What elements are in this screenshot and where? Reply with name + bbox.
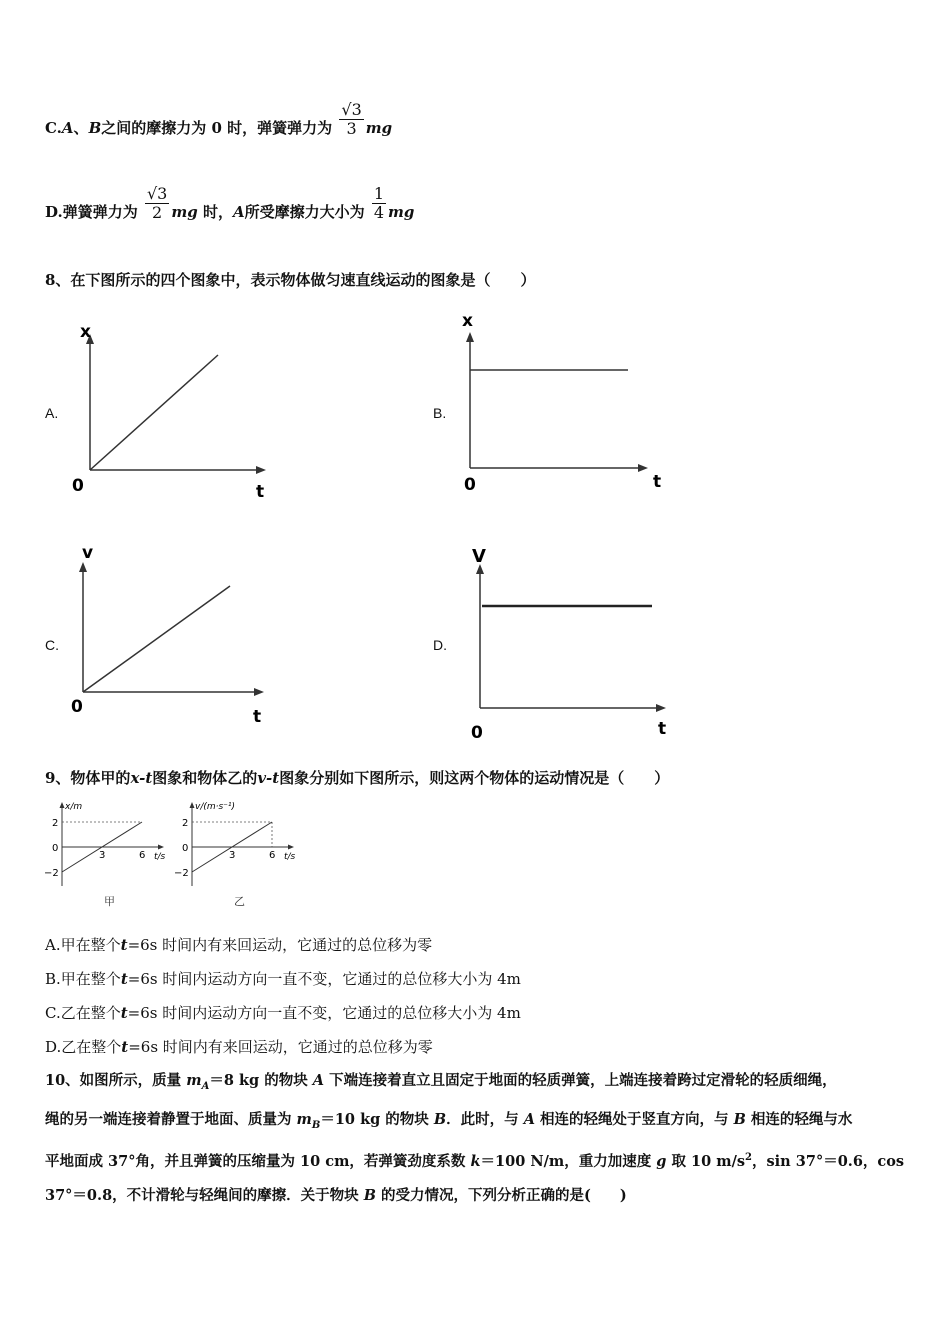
origin-label: 0	[71, 697, 83, 717]
q10-text: 的受力情况，下列分析正确的是( )	[375, 1187, 627, 1204]
var-b: B	[433, 1111, 447, 1128]
q10-text: ＝8 kg 的物块	[209, 1072, 313, 1089]
var-b: B	[733, 1111, 746, 1128]
y-tick-label: −2	[174, 868, 189, 879]
x-axis-arrow	[158, 845, 164, 850]
fraction-1-over-4	[372, 185, 386, 222]
option-d-text-3: 所受摩擦力大小为	[244, 203, 365, 221]
q10-line-4	[45, 1186, 627, 1206]
x-axis-label: t	[653, 472, 662, 492]
x-axis-label: t/s	[284, 852, 296, 862]
origin-label: 0	[471, 723, 483, 743]
q9-chart-yi	[172, 798, 307, 913]
sub-b: B	[311, 1119, 321, 1131]
y-axis-label: v/(m·s⁻¹)	[195, 802, 236, 812]
opt-var-t: t	[120, 970, 128, 988]
opt-text-2: =6s 时间内运动方向一直不变，它通过的总位移大小为 4m	[127, 1004, 521, 1022]
x-tick-label: 6	[139, 850, 146, 861]
opt-text-1: 乙在整个	[61, 1038, 122, 1056]
q9-chart-jia	[42, 798, 177, 913]
opt-prefix: B.	[45, 970, 61, 988]
q9-option-b	[45, 969, 521, 989]
chart-caption: 甲	[104, 895, 115, 908]
unit-mg: mg	[388, 203, 415, 221]
frac-den: 3	[346, 118, 357, 138]
q10-line-1	[45, 1071, 837, 1097]
opt-var-t: t	[120, 936, 128, 954]
var-b: B	[363, 1187, 376, 1204]
sep: 、	[73, 119, 89, 137]
opt-text-2: =6s 时间内有来回运动，它通过的总位移为零	[128, 1038, 433, 1056]
opt-var-t: t	[120, 1004, 128, 1022]
opt-text-2: =6s 时间内运动方向一直不变，它通过的总位移大小为 4m	[127, 970, 521, 988]
y-axis-label: v	[82, 543, 94, 563]
y-axis-label: x	[80, 322, 91, 342]
q8-graph-b-label: B.	[433, 405, 447, 421]
x-tick-label: 6	[269, 850, 276, 861]
q10-line-2	[45, 1110, 852, 1136]
y-tick-label: 0	[182, 843, 189, 854]
y-axis-label: x/m	[65, 802, 83, 812]
opt-text-1: 甲在整个	[60, 970, 121, 988]
frac-den: 4	[373, 202, 385, 222]
q7-option-d	[45, 183, 415, 222]
q8-graph-c	[60, 540, 290, 730]
q8-graph-a-label: A.	[45, 405, 59, 421]
x-axis-label: t	[253, 707, 262, 727]
q10-text: ＝100 N/m，重力加速度	[480, 1152, 657, 1170]
q10-text: ，sin 37°＝0.6，cos	[752, 1152, 905, 1170]
q8-graph-d	[450, 540, 690, 745]
sup-2: 2	[745, 1152, 753, 1163]
option-c-prefix: C.	[45, 119, 62, 137]
origin-label: 0	[72, 476, 84, 496]
x-axis-label: t/s	[154, 852, 166, 862]
sub-a: A	[201, 1080, 210, 1092]
q9-stem	[45, 768, 669, 788]
var-a: A	[232, 203, 245, 221]
q7-option-c	[45, 99, 393, 138]
q10-text: ＝10 kg 的物块	[320, 1111, 434, 1128]
q9-stem-2: 图象和物体乙的	[152, 769, 258, 787]
q8-graph-d-label: D.	[433, 637, 447, 653]
q9-stem-xt: x-t	[130, 769, 153, 787]
unit-mg: mg	[171, 203, 198, 221]
frac-num: 3	[351, 99, 362, 119]
q10-text: 相连的轻绳处于竖直方向，与	[534, 1111, 734, 1128]
chart-caption: 乙	[234, 895, 245, 908]
var-b: B	[88, 119, 102, 137]
opt-var-t: t	[121, 1038, 129, 1056]
x-axis-arrow	[288, 845, 294, 850]
x-tick-label: 3	[99, 850, 106, 861]
q10-text: 下端连接着直立且固定于地面的轻质弹簧，上端连接着跨过定滑轮的轻质细绳，	[324, 1072, 837, 1089]
frac-num: 3	[157, 183, 168, 203]
var-a: A	[523, 1111, 535, 1128]
q8-stem: 8、在下图所示的四个图象中，表示物体做匀速直线运动的图象是（ ）	[45, 271, 536, 289]
x-axis-label: t	[256, 482, 265, 502]
y-tick-label: 0	[52, 843, 59, 854]
var-m: m	[296, 1111, 312, 1128]
option-c-text: 之间的摩擦力为 0 时，弹簧弹力为	[101, 119, 333, 137]
q10-text: 10、如图所示，质量	[45, 1072, 187, 1089]
y-axis-label: V	[472, 546, 486, 567]
x-tick-label: 3	[229, 850, 236, 861]
q9-stem-1: 9、物体甲的	[45, 769, 131, 787]
q10-text: ．此时，与	[446, 1111, 524, 1128]
opt-prefix: C.	[45, 1004, 61, 1022]
option-d-text-2: 时，	[202, 203, 233, 221]
opt-text-1: 乙在整个	[60, 1004, 121, 1022]
q9-option-d	[45, 1037, 433, 1057]
opt-prefix: D.	[45, 1038, 62, 1056]
var-a: A	[61, 119, 74, 137]
y-tick-label: −2	[44, 868, 59, 879]
var-a: A	[312, 1072, 325, 1089]
frac-den: 2	[152, 202, 163, 222]
q10-text: 绳的另一端连接着静置于地面、质量为	[45, 1111, 297, 1128]
y-tick-label: 2	[182, 818, 189, 829]
option-d-text-1: 弹簧弹力为	[62, 203, 138, 221]
q10-text: 平地面成 37°角，并且弹簧的压缩量为 10 cm，若弹簧劲度系数	[45, 1152, 471, 1170]
var-g: g	[656, 1152, 667, 1170]
opt-text-1: 甲在整个	[60, 936, 121, 954]
var-k: k	[470, 1152, 481, 1170]
x-axis-label: t	[658, 719, 667, 739]
frac-num: 1	[373, 183, 385, 203]
unit-mg: mg	[365, 119, 393, 137]
q9-stem-vt: v-t	[257, 769, 280, 787]
y-axis-arrow	[60, 802, 65, 808]
y-tick-label: 2	[52, 818, 59, 829]
y-axis-arrow	[190, 802, 195, 808]
origin-label: 0	[464, 475, 476, 495]
y-axis-label: x	[462, 311, 473, 331]
q9-option-a	[45, 935, 432, 955]
q9-option-c	[45, 1003, 521, 1023]
opt-prefix: A.	[45, 936, 61, 954]
q10-text: 取 10 m/s	[666, 1152, 746, 1170]
q9-stem-3: 图象分别如下图所示，则这两个物体的运动情况是（ ）	[279, 769, 670, 787]
fraction-sqrt3-over-3: $\frac{√3}{3}$	[341, 99, 362, 138]
q10-text: 37°＝0.8，不计滑轮与轻绳间的摩擦．关于物块	[45, 1187, 364, 1204]
q10-text: 相连的轻绳与水	[745, 1111, 853, 1128]
opt-text-2: =6s 时间内有来回运动，它通过的总位移为零	[127, 936, 433, 954]
var-m: m	[186, 1072, 202, 1089]
q8-graph-a	[60, 315, 290, 505]
q8-graph-c-label: C.	[45, 637, 59, 653]
q8-graph-b	[440, 310, 680, 500]
fraction-sqrt3-over-2: $\frac{√3}{2}$	[146, 183, 168, 222]
option-d-prefix: D.	[45, 203, 63, 221]
q10-line-3	[45, 1148, 904, 1172]
